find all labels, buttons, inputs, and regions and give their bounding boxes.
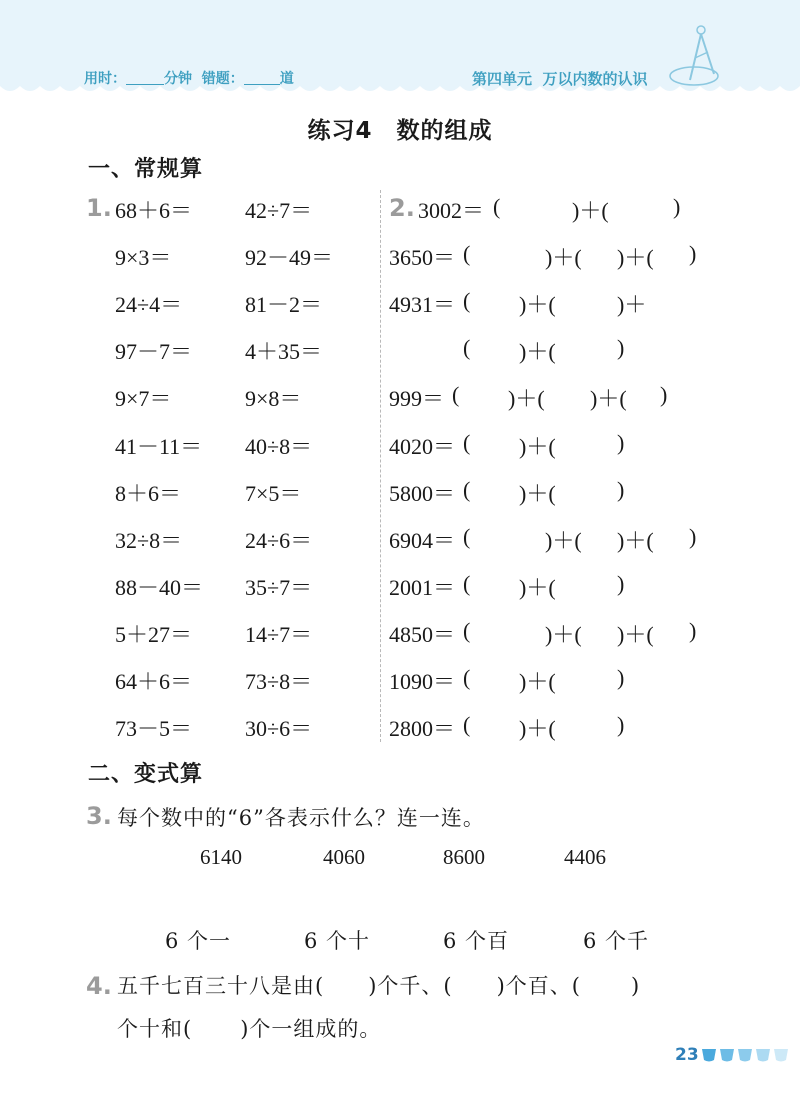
calc-item: 68＋6＝ <box>115 198 193 223</box>
q4-text: )个千、( <box>368 974 453 998</box>
bracket-part: ) <box>617 429 625 455</box>
q4-text: ) <box>630 974 641 998</box>
count-label: 道 <box>279 71 294 87</box>
calc-item: 24÷4＝ <box>115 292 183 318</box>
bracket-part: ) <box>673 194 681 219</box>
calc-item: 42÷7＝ <box>245 198 313 223</box>
calc-item: 24÷6＝ <box>245 527 313 553</box>
match-number[interactable]: 4406 <box>564 845 606 869</box>
bracket-part: ) <box>617 476 625 502</box>
bracket-part[interactable]: ( <box>463 712 471 738</box>
bracket-part: )＋( <box>617 245 654 271</box>
q4-text: )个百、( <box>496 974 581 998</box>
page-title: 练习4 数的组成 <box>307 118 493 144</box>
bracket-part: ) <box>689 617 697 643</box>
calc-item: 88－40＝ <box>115 574 204 600</box>
bracket-part: ) <box>617 335 625 361</box>
bracket-part[interactable]: ( <box>463 617 471 643</box>
calc-item: 14÷7＝ <box>245 621 313 647</box>
time-label: 用时： <box>84 71 126 87</box>
calc-item: 41－11＝ <box>115 433 203 459</box>
page-decoration-icon <box>700 1046 796 1064</box>
calc-item: 8＋6＝ <box>115 480 182 506</box>
calc-item: 64＋6＝ <box>115 669 193 694</box>
q4-text: )个一组成的。 <box>240 1017 382 1041</box>
bracket-part: )＋( <box>519 716 556 742</box>
composition-number: 3650＝ <box>389 245 456 271</box>
bracket-part: )＋( <box>572 198 609 223</box>
question-3-prompt: 每个数中的“6”各表示什么？连一连。 <box>117 806 485 830</box>
composition-number: 4931＝ <box>389 292 456 318</box>
bracket-part: ) <box>617 665 625 690</box>
bracket-part: )＋( <box>519 339 556 365</box>
composition-number: 2800＝ <box>389 716 456 742</box>
composition-number: 5800＝ <box>389 480 456 506</box>
bracket-part: )＋( <box>508 386 545 412</box>
bracket-part: )＋( <box>519 669 556 694</box>
calc-item: 4＋35＝ <box>245 339 323 365</box>
bracket-part[interactable]: ( <box>463 476 471 502</box>
calc-item: 81－2＝ <box>245 292 323 318</box>
time-record <box>84 68 294 88</box>
bracket-part[interactable]: ( <box>463 241 471 267</box>
calc-item: 5＋27＝ <box>115 621 193 647</box>
bracket-part: )＋( <box>519 433 556 459</box>
bracket-part: )＋( <box>590 386 627 412</box>
q4-text: 五千七百三十八是由( <box>117 974 325 998</box>
unit-title: 万以内数的认识 <box>542 70 648 88</box>
bracket-part[interactable]: ( <box>463 570 471 596</box>
bracket-part: )＋( <box>519 574 556 600</box>
calc-item: 30÷6＝ <box>245 716 313 742</box>
match-number[interactable]: 6140 <box>200 845 242 869</box>
bracket-part: )＋( <box>519 292 556 318</box>
calc-item: 9×3＝ <box>115 245 172 271</box>
bracket-part[interactable]: ( <box>452 382 460 408</box>
bracket-part: )＋( <box>545 245 582 271</box>
bracket-part: )＋( <box>545 527 582 553</box>
composition-number: 4020＝ <box>389 433 456 459</box>
bracket-part: ) <box>689 523 697 549</box>
bracket-part[interactable]: ( <box>463 288 471 314</box>
bracket-part: ) <box>617 570 625 596</box>
bracket-part: )＋ <box>617 292 647 318</box>
section-heading-routine: 一、常规算 <box>88 157 204 182</box>
calc-item: 35÷7＝ <box>245 574 313 600</box>
bracket-part: ) <box>617 712 625 738</box>
calc-item: 7×5＝ <box>245 480 302 506</box>
calc-item: 40÷8＝ <box>245 433 313 459</box>
match-number[interactable]: 4060 <box>323 845 365 869</box>
question-4-number: 4. <box>86 972 112 1000</box>
errors-blank[interactable] <box>244 70 280 85</box>
compass-icon <box>668 22 728 88</box>
question-4-line-1 <box>117 970 640 1000</box>
calc-item: 9×8＝ <box>245 386 302 412</box>
question-3-number: 3. <box>86 802 112 830</box>
question-1-number: 1. <box>86 194 112 222</box>
question-4-line-2 <box>117 1013 381 1043</box>
column-divider <box>380 190 381 742</box>
bracket-part: )＋( <box>617 527 654 553</box>
composition-number: 6904＝ <box>389 527 456 553</box>
calc-item: 73－5＝ <box>115 716 193 742</box>
match-label[interactable]: 6 个一 <box>165 929 232 953</box>
match-label[interactable]: 6 个百 <box>443 929 510 953</box>
calc-item: 73÷8＝ <box>245 669 313 694</box>
composition-number: 1090＝ <box>389 669 456 694</box>
page-number: 23 <box>675 1045 699 1065</box>
bracket-part: )＋( <box>617 621 654 647</box>
question-2-number: 2. <box>389 194 415 222</box>
bracket-part[interactable]: ( <box>463 335 471 361</box>
unit-heading <box>472 68 647 89</box>
bracket-part: )＋( <box>519 480 556 506</box>
minute-label: 分钟 <box>164 71 192 87</box>
unit-label: 第四单元 <box>472 70 533 88</box>
calc-item: 92－49＝ <box>245 245 334 271</box>
calc-item: 97－7＝ <box>115 339 193 365</box>
match-label[interactable]: 6 个十 <box>304 929 371 953</box>
bracket-part: ) <box>660 382 668 408</box>
composition-number: 2001＝ <box>389 574 456 600</box>
bracket-part[interactable]: ( <box>493 194 501 219</box>
bracket-part[interactable]: ( <box>463 523 471 549</box>
q4-text: 个十和( <box>117 1017 193 1041</box>
section-heading-variant: 二、变式算 <box>88 762 204 787</box>
bracket-part[interactable]: ( <box>463 429 471 455</box>
errors-label: 错题： <box>201 71 244 87</box>
bracket-part: )＋( <box>545 621 582 647</box>
bracket-part: ) <box>689 241 697 267</box>
match-number[interactable]: 8600 <box>443 845 485 869</box>
calc-item: 32÷8＝ <box>115 527 183 553</box>
composition-number: 3002＝ <box>418 198 485 223</box>
composition-number: 4850＝ <box>389 621 456 647</box>
calc-item: 9×7＝ <box>115 386 172 412</box>
bracket-part[interactable]: ( <box>463 665 471 690</box>
time-blank[interactable] <box>126 70 164 85</box>
match-label[interactable]: 6 个千 <box>583 929 650 953</box>
composition-number: 999＝ <box>389 386 445 412</box>
